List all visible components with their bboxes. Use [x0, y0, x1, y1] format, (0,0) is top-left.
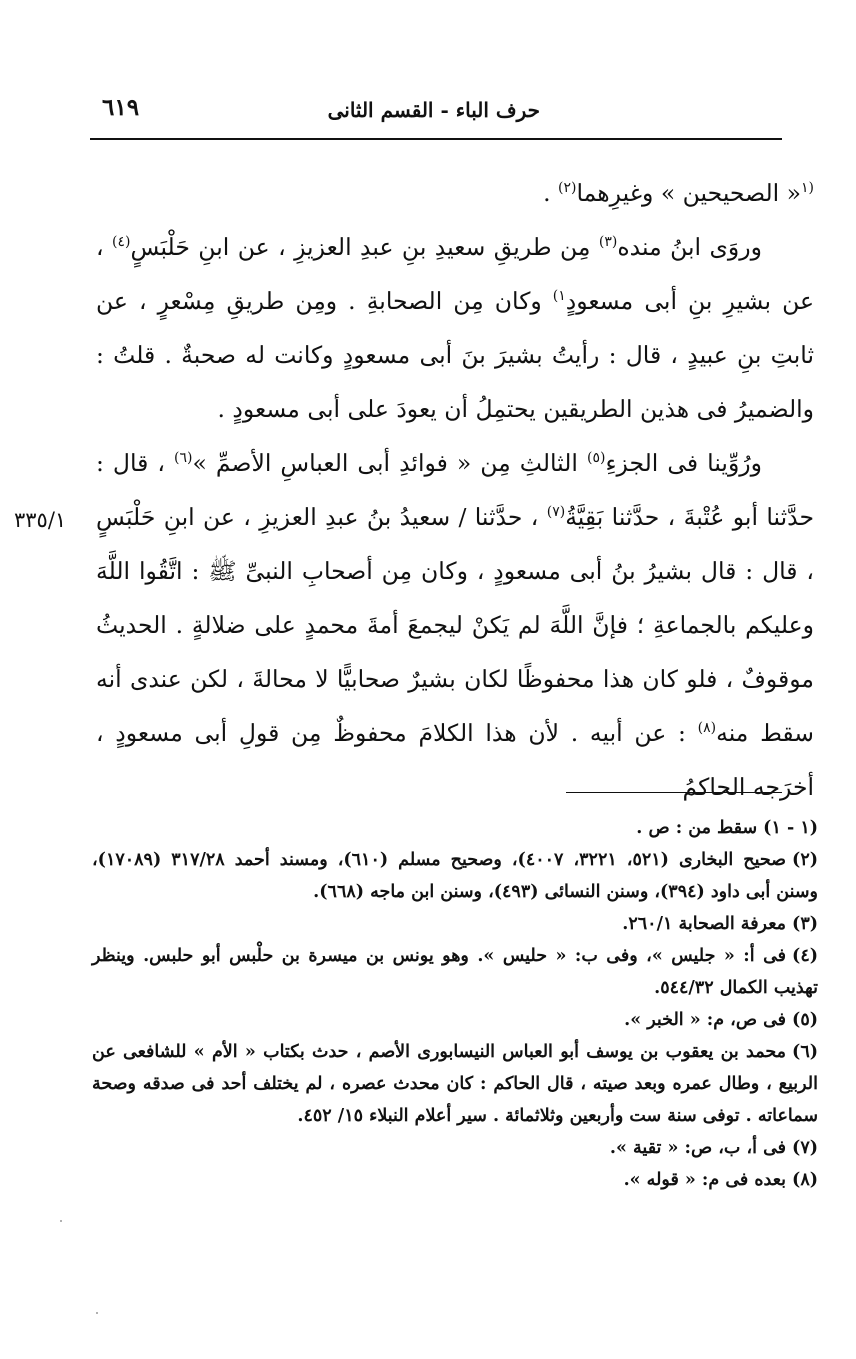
paragraph-1	[96, 166, 814, 220]
footnote-number: (١ - ١)	[763, 818, 818, 838]
page-number: ٦١٩	[102, 94, 140, 121]
footnote-marker-6: (٦)	[174, 450, 193, 467]
footnote-marker-3: (٣)	[598, 234, 618, 251]
footnote-number: (٢)	[792, 850, 818, 870]
footnote	[92, 1036, 818, 1132]
footnote-text: محمد بن يعقوب بن يوسف أبو العباس النيسابورى الأصم ، حدث بكتاب « الأم » للشافعى عن الربيع ، وطال عمره وبعد صيته ، قال الحاكم : كان محدث عصره ، لم يختلف أحد فى صدقه وصحة سماعاته . توفى سنة ست وأربعين وثلاثمائة . سير أعلام النبلاء ١٥/ ٤٥٢.	[92, 1042, 818, 1126]
running-title: حرف الباء - القسم الثانى	[327, 98, 540, 122]
paragraph-2-text-d: وكان مِن الصحابةِ . ومِن طريقِ مِسْعرٍ ، عن ثابتِ بنِ عبيدٍ ، قال : رأيتُ بشيرَ بنَ أبى مسعودٍ وكانت له صحبةٌ . قلتُ : والضميرُ فى هذين الطريقين يحتمِلُ أن يعودَ على أبى مسعودٍ .	[96, 287, 814, 423]
main-text	[96, 166, 814, 814]
page-header	[90, 94, 780, 134]
paragraph-3-text-b: الثالثِ مِن « فوائدِ أبى العباسِ الأصمِّ »	[192, 449, 587, 477]
footnote-text: معرفة الصحابة ٢٦٠/١.	[622, 914, 787, 934]
footnote-text: فى أ، ب، ص: « تقية ».	[609, 1138, 787, 1158]
margin-reference: ٣٣٥/١	[14, 508, 67, 532]
paragraph-2-text-a: وروَى ابنُ منده	[617, 233, 762, 261]
paragraph-1-text: « الصحيحين » وغيرِهما	[576, 179, 801, 207]
paragraph-3-text-c: ، قال : حدَّثنا أبو عُتْبةَ ، حدَّثنا بَقِيَّةُ	[96, 449, 814, 531]
footnote-number: (٤)	[792, 946, 818, 966]
footnote-marker-4: (٤)	[112, 234, 131, 251]
paragraph-1-end: .	[543, 179, 559, 207]
footnote-text: بعده فى م: « قوله ».	[623, 1170, 787, 1190]
footnote	[92, 1164, 818, 1196]
header-rule	[90, 138, 782, 140]
footnote	[92, 940, 818, 1004]
footnote-number: (٥)	[792, 1010, 818, 1030]
footnote-number: (٦)	[792, 1042, 818, 1062]
paragraph-3	[96, 436, 814, 814]
footnote-text: صحيح البخارى (٥٢١، ٣٢٢١، ٤٠٠٧)، وصحيح مسلم (٦١٠)، ومسند أحمد ٣١٧/٢٨ (١٧٠٨٩)، وسنن أبى داود (٣٩٤)، وسنن النسائى (٤٩٣)، وسنن ابن ماجه (٦٦٨).	[92, 850, 818, 902]
scan-speck	[60, 1220, 62, 1222]
footnote	[92, 844, 818, 908]
footnote-marker-1-close: ١)	[552, 288, 566, 305]
paragraph-2-text-c: ، عن بشيرِ بنِ أبى مسعودٍ	[96, 233, 814, 315]
footnote-marker-7: (٧)	[546, 504, 566, 521]
footnote-number: (٧)	[792, 1138, 818, 1158]
footnote	[92, 1004, 818, 1036]
footnote	[92, 908, 818, 940]
footnote-marker-1-open: (١	[801, 180, 814, 197]
paragraph-3-text-a: ورُوِّينا فى الجزءِ	[605, 449, 763, 477]
paragraph-2	[96, 220, 814, 436]
footnote-marker-5: (٥)	[586, 450, 606, 467]
footnote-number: (٨)	[792, 1170, 818, 1190]
footnote-text: سقط من : ص .	[636, 818, 758, 838]
footnote-marker-8: (٨)	[697, 720, 717, 737]
footnote-number: (٣)	[792, 914, 818, 934]
footnote-text: فى ص، م: « الخبر ».	[624, 1010, 787, 1030]
footnotes	[92, 812, 818, 1196]
footnote	[92, 812, 818, 844]
footnote-text: فى أ: « جليس »، وفى ب: « حليس ». وهو يونس بن ميسرة بن حلْبس أبو حلبس. وينظر تهذيب الكمال ٥٤٤/٣٢.	[92, 946, 818, 998]
scan-speck	[96, 1312, 98, 1314]
footnote-separator	[566, 792, 782, 793]
footnote	[92, 1132, 818, 1164]
paragraph-2-text-b: مِن طريقِ سعيدِ بنِ عبدِ العزيزِ ، عن ابنِ حَلْبَسٍ	[130, 233, 599, 261]
paragraph-3-text-d: ، حدَّثنا / سعيدُ بنُ عبدِ العزيزِ ، عن ابنِ حَلْبَسٍ ، قال : قال بشيرُ بنُ أبى مسعودٍ ، وكان مِن أصحابِ النبىِّ ﷺ : اتَّقُوا اللَّهَ وعليكم بالجماعةِ ؛ فإنَّ اللَّهَ لم يَكنْ ليجمعَ أمةَ محمدٍ على ضلالةٍ . الحديثُ موقوفٌ ، فلو كان هذا محفوظًا لكان بشيرٌ صحابيًّا لا محالةَ ، لكن عندى أنه سقط منه	[96, 503, 814, 747]
footnote-marker-2: (٢)	[558, 180, 577, 197]
paragraph-3-text-e: : عن أبيه . لأن هذا الكلامَ محفوظٌ مِن قولِ أبى مسعودٍ ، أخرَجه الحاكمُ	[96, 719, 814, 801]
